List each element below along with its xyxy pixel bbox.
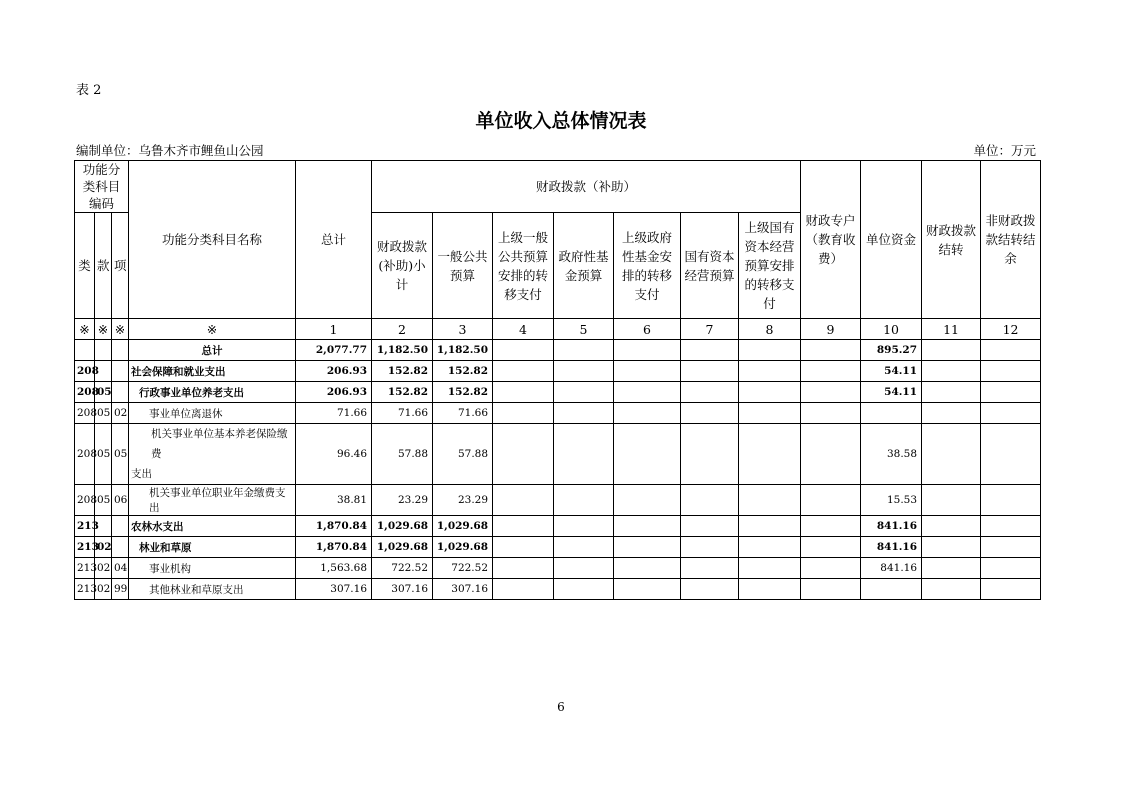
- empty-cell: [493, 558, 554, 579]
- name-cell: 机关事业单位职业年金缴费支出: [129, 485, 296, 516]
- table-row: [75, 340, 1041, 361]
- empty-cell: [739, 361, 801, 382]
- empty-cell: [554, 340, 614, 361]
- empty-cell: [614, 558, 681, 579]
- empty-cell: [922, 403, 981, 424]
- header-unit-fund: 单位资金: [861, 161, 922, 319]
- compiling-unit: 编制单位：乌鲁木齐市鲤鱼山公园: [76, 143, 264, 158]
- empty-cell: [922, 558, 981, 579]
- empty-cell: [614, 361, 681, 382]
- name-cell: 事业单位离退休: [129, 403, 296, 424]
- total-cell: 96.46: [296, 424, 372, 485]
- empty-cell: [493, 424, 554, 485]
- xiang-cell: [112, 340, 129, 361]
- unit-fund-cell: 54.11: [861, 361, 922, 382]
- empty-cell: [801, 579, 861, 600]
- empty-cell: [981, 340, 1041, 361]
- empty-cell: [981, 485, 1041, 516]
- table-row: [75, 516, 1041, 537]
- lei-cell: 213: [75, 537, 95, 558]
- empty-cell: [801, 537, 861, 558]
- name-cell: 事业机构: [129, 558, 296, 579]
- empty-cell: [801, 424, 861, 485]
- total-cell: 307.16: [296, 579, 372, 600]
- empty-cell: [922, 340, 981, 361]
- currency-unit: 单位：万元: [973, 143, 1036, 158]
- table-row: [75, 424, 1041, 485]
- fiscal-subtotal-cell: 307.16: [372, 579, 433, 600]
- column-number: 5: [554, 319, 614, 340]
- mark-cell: ※: [129, 319, 296, 340]
- column-number: 3: [433, 319, 493, 340]
- empty-cell: [554, 361, 614, 382]
- empty-cell: [981, 424, 1041, 485]
- empty-cell: [493, 485, 554, 516]
- empty-cell: [981, 537, 1041, 558]
- general-budget-cell: 152.82: [433, 361, 493, 382]
- lei-cell: 208: [75, 361, 95, 382]
- header-state-capital: 国有资本经营预算: [681, 213, 739, 319]
- general-budget-cell: 1,182.50: [433, 340, 493, 361]
- empty-cell: [739, 424, 801, 485]
- column-number: 4: [493, 319, 554, 340]
- header-code: 功能分类科目编码: [75, 161, 129, 213]
- empty-cell: [801, 340, 861, 361]
- empty-cell: [981, 516, 1041, 537]
- empty-cell: [739, 516, 801, 537]
- xiang-cell: 02: [112, 403, 129, 424]
- name-line-1: 机关事业单位基本养老保险缴费: [151, 428, 288, 460]
- empty-cell: [739, 537, 801, 558]
- empty-cell: [739, 340, 801, 361]
- table-row: [75, 403, 1041, 424]
- fiscal-subtotal-cell: 57.88: [372, 424, 433, 485]
- mark-cell: ※: [95, 319, 112, 340]
- general-budget-cell: 57.88: [433, 424, 493, 485]
- lei-cell: 213: [75, 579, 95, 600]
- header-upper-gov-fund: 上级政府性基金安排的转移支付: [614, 213, 681, 319]
- column-number: 7: [681, 319, 739, 340]
- empty-cell: [614, 403, 681, 424]
- xiang-cell: 05: [112, 424, 129, 485]
- name-cell: [129, 424, 296, 485]
- fiscal-subtotal-cell: 722.52: [372, 558, 433, 579]
- unit-fund-cell: 15.53: [861, 485, 922, 516]
- header-fiscal-subtotal: 财政拨款(补助)小计: [372, 213, 433, 319]
- column-number: 12: [981, 319, 1041, 340]
- column-number: 2: [372, 319, 433, 340]
- empty-cell: [922, 485, 981, 516]
- empty-cell: [614, 516, 681, 537]
- kuan-cell: 02: [95, 558, 112, 579]
- xiang-cell: [112, 361, 129, 382]
- table-row: [75, 382, 1041, 403]
- general-budget-cell: 722.52: [433, 558, 493, 579]
- column-number: 1: [296, 319, 372, 340]
- table-row: [75, 537, 1041, 558]
- empty-cell: [681, 361, 739, 382]
- total-cell: 206.93: [296, 382, 372, 403]
- table-row: [75, 361, 1041, 382]
- lei-cell: 213: [75, 558, 95, 579]
- empty-cell: [739, 382, 801, 403]
- empty-cell: [614, 424, 681, 485]
- general-budget-cell: 1,029.68: [433, 516, 493, 537]
- page-title: 单位收入总体情况表: [475, 110, 647, 132]
- name-cell: 社会保障和就业支出: [129, 361, 296, 382]
- empty-cell: [554, 537, 614, 558]
- total-cell: 1,870.84: [296, 537, 372, 558]
- empty-cell: [554, 403, 614, 424]
- empty-cell: [554, 424, 614, 485]
- lei-cell: 208: [75, 424, 95, 485]
- header-fiscal-group: 财政拨款（补助）: [372, 161, 801, 213]
- column-number-row: [75, 319, 1041, 340]
- kuan-cell: 05: [95, 382, 112, 403]
- empty-cell: [981, 558, 1041, 579]
- kuan-cell: 05: [95, 403, 112, 424]
- empty-cell: [681, 340, 739, 361]
- name-cell: 总计: [129, 340, 296, 361]
- page-number: 6: [557, 700, 565, 714]
- general-budget-cell: 307.16: [433, 579, 493, 600]
- xiang-cell: [112, 537, 129, 558]
- xiang-cell: [112, 516, 129, 537]
- header-upper-general: 上级一般公共预算安排的转移支付: [493, 213, 554, 319]
- name-cell: 农林水支出: [129, 516, 296, 537]
- empty-cell: [801, 382, 861, 403]
- unit-fund-cell: 841.16: [861, 537, 922, 558]
- fiscal-subtotal-cell: 1,182.50: [372, 340, 433, 361]
- name-cell: 其他林业和草原支出: [129, 579, 296, 600]
- fiscal-subtotal-cell: 152.82: [372, 382, 433, 403]
- fiscal-subtotal-cell: 71.66: [372, 403, 433, 424]
- empty-cell: [922, 424, 981, 485]
- header-upper-state-capital: 上级国有资本经营预算安排的转移支付: [739, 213, 801, 319]
- table-row: [75, 558, 1041, 579]
- empty-cell: [681, 403, 739, 424]
- empty-cell: [681, 516, 739, 537]
- empty-cell: [493, 516, 554, 537]
- total-cell: 1,563.68: [296, 558, 372, 579]
- empty-cell: [681, 558, 739, 579]
- total-cell: 38.81: [296, 485, 372, 516]
- empty-cell: [922, 579, 981, 600]
- lei-cell: [75, 340, 95, 361]
- lei-cell: 208: [75, 403, 95, 424]
- empty-cell: [922, 537, 981, 558]
- empty-cell: [493, 579, 554, 600]
- header-xiang: 项: [112, 213, 129, 319]
- empty-cell: [801, 485, 861, 516]
- name-cell: 行政事业单位养老支出: [129, 382, 296, 403]
- empty-cell: [493, 537, 554, 558]
- empty-cell: [801, 361, 861, 382]
- income-summary-table: [74, 160, 1041, 600]
- empty-cell: [801, 403, 861, 424]
- empty-cell: [614, 382, 681, 403]
- empty-cell: [681, 579, 739, 600]
- name-line-2: 支出: [131, 468, 153, 480]
- empty-cell: [739, 485, 801, 516]
- kuan-cell: 05: [95, 485, 112, 516]
- header-kuan: 款: [95, 213, 112, 319]
- total-cell: 2,077.77: [296, 340, 372, 361]
- empty-cell: [801, 558, 861, 579]
- xiang-cell: 99: [112, 579, 129, 600]
- empty-cell: [614, 537, 681, 558]
- header-general-budget: 一般公共预算: [433, 213, 493, 319]
- fiscal-subtotal-cell: 23.29: [372, 485, 433, 516]
- xiang-cell: 04: [112, 558, 129, 579]
- table-row: [75, 485, 1041, 516]
- general-budget-cell: 23.29: [433, 485, 493, 516]
- empty-cell: [681, 424, 739, 485]
- header-edu-fee: 财政专户（教育收费）: [801, 161, 861, 319]
- header-lei: 类: [75, 213, 95, 319]
- lei-cell: 208: [75, 382, 95, 403]
- unit-fund-cell: 841.16: [861, 558, 922, 579]
- empty-cell: [922, 361, 981, 382]
- column-number: 8: [739, 319, 801, 340]
- unit-fund-cell: 54.11: [861, 382, 922, 403]
- header-name: 功能分类科目名称: [129, 161, 296, 319]
- xiang-cell: [112, 382, 129, 403]
- header-fiscal-carry: 财政拨款结转: [922, 161, 981, 319]
- unit-fund-cell: 38.58: [861, 424, 922, 485]
- header-gov-fund: 政府性基金预算: [554, 213, 614, 319]
- general-budget-cell: 152.82: [433, 382, 493, 403]
- column-number: 9: [801, 319, 861, 340]
- kuan-cell: 05: [95, 424, 112, 485]
- empty-cell: [981, 361, 1041, 382]
- empty-cell: [554, 558, 614, 579]
- mark-cell: ※: [112, 319, 129, 340]
- kuan-cell: 02: [95, 579, 112, 600]
- lei-cell: 208: [75, 485, 95, 516]
- xiang-cell: 06: [112, 485, 129, 516]
- empty-cell: [981, 579, 1041, 600]
- empty-cell: [681, 485, 739, 516]
- empty-cell: [681, 537, 739, 558]
- empty-cell: [739, 558, 801, 579]
- mark-cell: ※: [75, 319, 95, 340]
- total-cell: 71.66: [296, 403, 372, 424]
- name-cell: 林业和草原: [129, 537, 296, 558]
- empty-cell: [739, 403, 801, 424]
- header-nonfiscal-carry: 非财政拨款结转结余: [981, 161, 1041, 319]
- empty-cell: [554, 579, 614, 600]
- unit-fund-cell: [861, 403, 922, 424]
- empty-cell: [614, 485, 681, 516]
- empty-cell: [922, 382, 981, 403]
- unit-fund-cell: 841.16: [861, 516, 922, 537]
- empty-cell: [493, 340, 554, 361]
- total-cell: 1,870.84: [296, 516, 372, 537]
- general-budget-cell: 1,029.68: [433, 537, 493, 558]
- total-cell: 206.93: [296, 361, 372, 382]
- unit-fund-cell: [861, 579, 922, 600]
- empty-cell: [554, 516, 614, 537]
- empty-cell: [493, 382, 554, 403]
- column-number: 11: [922, 319, 981, 340]
- empty-cell: [922, 516, 981, 537]
- unit-fund-cell: 895.27: [861, 340, 922, 361]
- empty-cell: [981, 403, 1041, 424]
- column-number: 10: [861, 319, 922, 340]
- column-number: 6: [614, 319, 681, 340]
- header-total: 总计: [296, 161, 372, 319]
- kuan-cell: 02: [95, 537, 112, 558]
- empty-cell: [614, 579, 681, 600]
- empty-cell: [614, 340, 681, 361]
- lei-cell: 213: [75, 516, 95, 537]
- kuan-cell: [95, 340, 112, 361]
- empty-cell: [739, 579, 801, 600]
- empty-cell: [493, 361, 554, 382]
- empty-cell: [554, 485, 614, 516]
- table-row: [75, 579, 1041, 600]
- fiscal-subtotal-cell: 1,029.68: [372, 516, 433, 537]
- empty-cell: [981, 382, 1041, 403]
- empty-cell: [554, 382, 614, 403]
- table-number: 表 2: [76, 83, 102, 98]
- fiscal-subtotal-cell: 1,029.68: [372, 537, 433, 558]
- empty-cell: [681, 382, 739, 403]
- fiscal-subtotal-cell: 152.82: [372, 361, 433, 382]
- empty-cell: [493, 403, 554, 424]
- general-budget-cell: 71.66: [433, 403, 493, 424]
- empty-cell: [801, 516, 861, 537]
